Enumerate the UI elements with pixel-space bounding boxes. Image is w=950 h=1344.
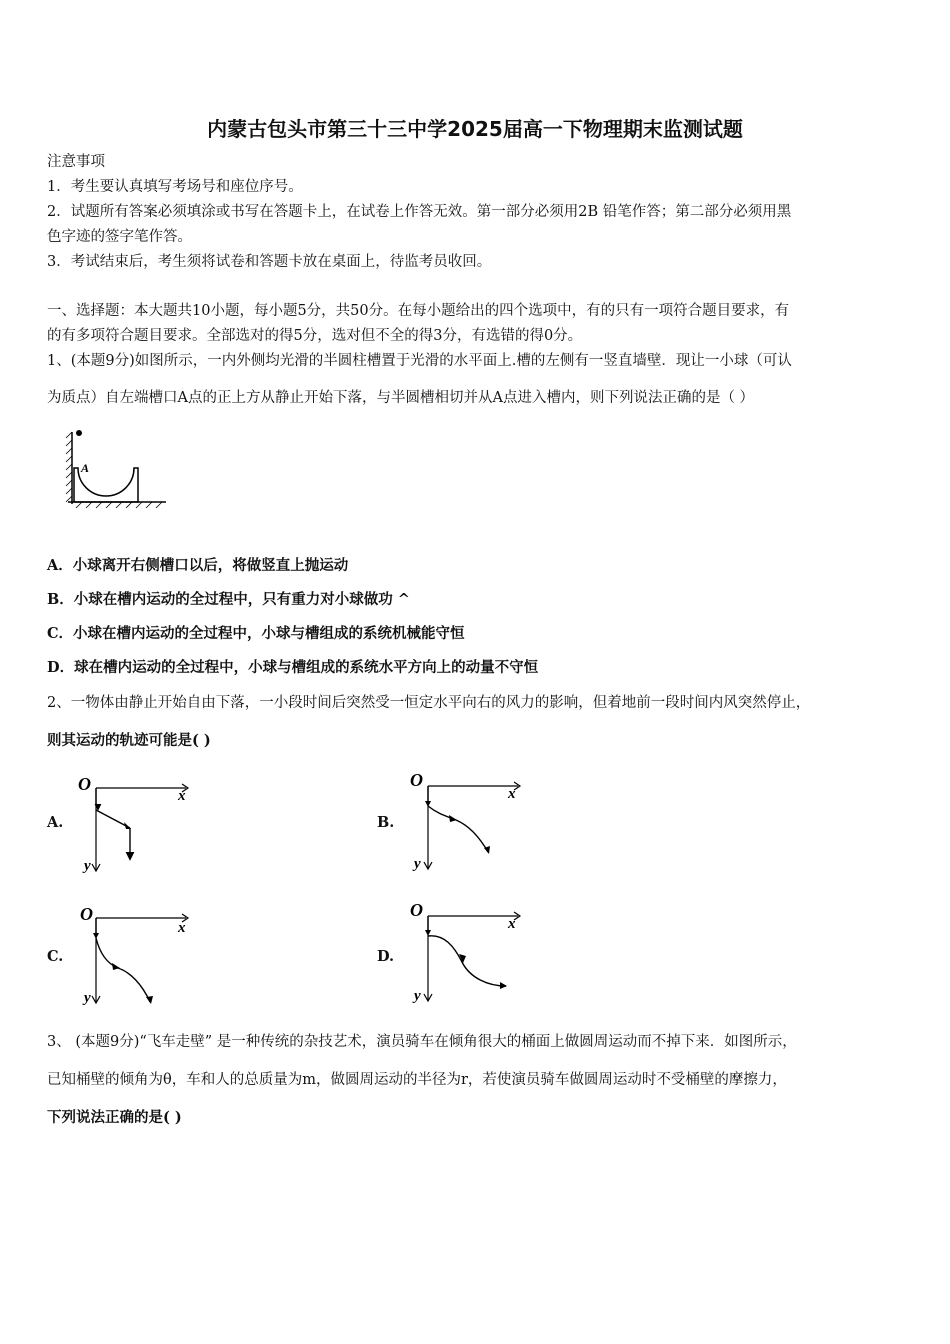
section-intro: 一、选择题：本大题共10小题，每小题5分，共50分。在每小题给出的四个选项中，有的只有一项符合题目要求，有 xyxy=(47,303,790,319)
svg-text:y: y xyxy=(414,988,421,1004)
q1-groove-figure xyxy=(62,426,172,511)
notice-heading: 注意事项 xyxy=(47,154,105,170)
svg-text:x: x xyxy=(178,920,186,936)
svg-text:O: O xyxy=(80,904,93,924)
section-intro: 的有多项符合题目要求。全部选对的得5分，选对但不全的得3分，有选错的得0分。 xyxy=(47,328,583,344)
svg-text:O: O xyxy=(78,774,91,794)
q3-stem: 下列说法正确的是( ) xyxy=(47,1109,182,1126)
notice-item: 色字迹的签字笔作答。 xyxy=(47,229,192,245)
q2-option-d-label: D. xyxy=(377,948,395,965)
q1-stem: 为质点）自左端槽口A点的正上方从静止开始下落，与半圆槽相切并从A点进入槽内，则下列说法正确的是（ ） xyxy=(47,390,755,406)
q1-option-d: D．球在槽内运动的全过程中，小球与槽组成的系统水平方向上的动量不守恒 xyxy=(47,659,539,676)
q3-stem: 3、 (本题9分)“飞车走壁” 是一种传统的杂技艺术，演员骑车在倾角很大的桶面上做圆周运动而不掉下来．如图所示， xyxy=(47,1034,797,1050)
ball-icon xyxy=(76,430,82,436)
notice-item: 2．试题所有答案必须填涂或书写在答题卡上，在试卷上作答无效。第一部分必须用2B 铅笔作答；第二部分必须用黑 xyxy=(47,204,792,220)
q1-option-a: A．小球离开右侧槽口以后，将做竖直上抛运动 xyxy=(47,557,349,574)
q2-stem: 则其运动的轨迹可能是( ) xyxy=(47,732,211,749)
q1-stem: 1、(本题9分)如图所示，一内外侧均光滑的半圆柱槽置于光滑的水平面上.槽的左侧有一竖直墙壁．现让一小球（可认 xyxy=(47,353,792,369)
point-a-label: A xyxy=(81,461,90,475)
notice-item: 1．考生要认真填写考场号和座位序号。 xyxy=(47,179,303,195)
q2-option-c-label: C. xyxy=(47,948,64,965)
q2-option-a-label: A. xyxy=(47,814,64,831)
svg-text:y: y xyxy=(414,856,421,872)
svg-text:x: x xyxy=(508,786,516,802)
q2-figure-a xyxy=(78,772,198,877)
q2-figure-c xyxy=(78,902,198,1010)
svg-text:O: O xyxy=(410,770,423,790)
q2-figure-d xyxy=(408,898,528,1006)
q1-option-c: C．小球在槽内运动的全过程中，小球与槽组成的系统机械能守恒 xyxy=(47,625,465,642)
page-title: 内蒙古包头市第三十三中学2025届高一下物理期末监测试题 xyxy=(207,117,743,141)
svg-text:x: x xyxy=(178,788,186,804)
svg-text:O: O xyxy=(410,900,423,920)
notice-item: 3．考试结束后，考生须将试卷和答题卡放在桌面上，待监考员收回。 xyxy=(47,254,492,270)
svg-text:y: y xyxy=(84,990,91,1006)
svg-text:y: y xyxy=(84,858,91,874)
q2-stem: 2、一物体由静止开始自由下落，一小段时间后突然受一恒定水平向右的风力的影响，但着地前一段时间内风突然停止， xyxy=(47,695,811,711)
q2-figure-b xyxy=(408,768,528,873)
q3-stem: 已知桶壁的倾角为θ，车和人的总质量为m，做圆周运动的半径为r，若使演员骑车做圆周运动时不受桶壁的摩擦力， xyxy=(47,1072,787,1088)
svg-text:x: x xyxy=(508,916,516,932)
q2-option-b-label: B. xyxy=(377,814,395,831)
q1-option-b: B．小球在槽内运动的全过程中，只有重力对小球做功 ^ xyxy=(47,591,410,608)
